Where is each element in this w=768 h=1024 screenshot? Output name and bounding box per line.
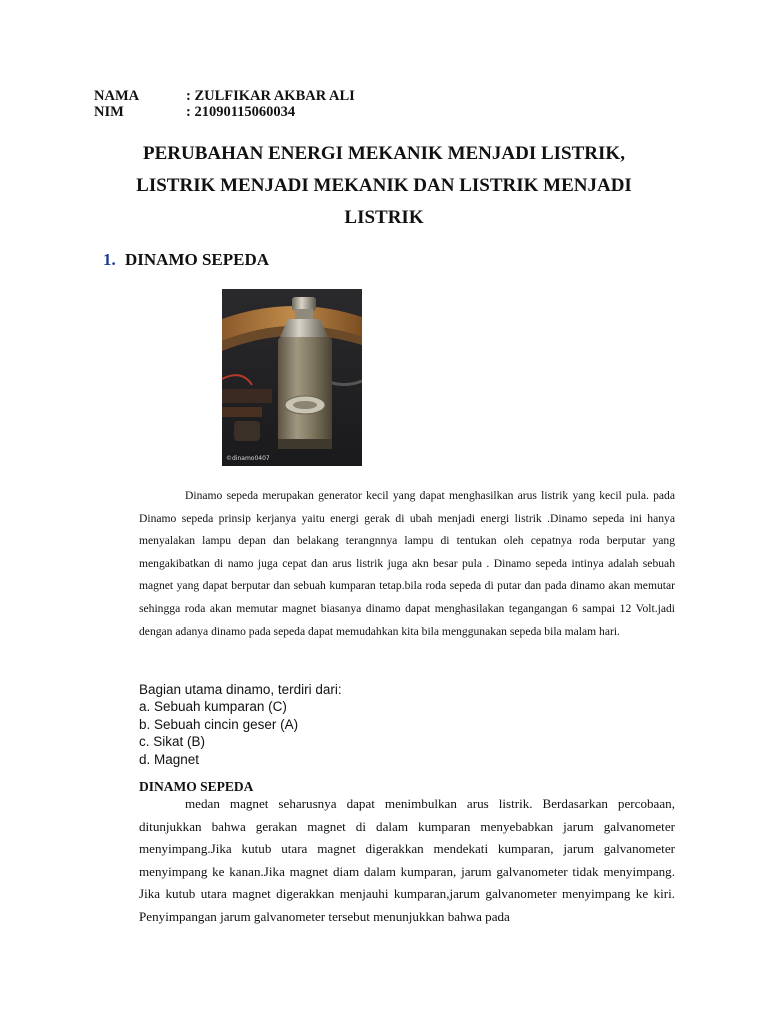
magnetic-field-paragraph — [139, 793, 675, 929]
name-label: NAMA — [94, 88, 140, 104]
title-line-2: LISTRIK MENJADI MEKANIK DAN LISTRIK MENJADI — [136, 175, 632, 196]
parts-intro: Bagian utama dinamo, terdiri dari: — [139, 682, 342, 697]
list-item: a. Sebuah kumparan (C) — [139, 699, 287, 715]
name-row — [94, 88, 355, 104]
paragraph-text: Dinamo sepeda merupakan generator kecil yang dapat menghasilkan arus listrik yang kecil pula. pada Dinamo sepeda prinsip kerjanya yaitu energi gerak di ubah menjadi energi listrik .Dinamo sepeda ini hanya menyalakan lampu depan dan belakang terangnnya lampu di tentukan oleh cepatnya roda berputar yang mengakibatkan di namo juga cepat dan arus listrik juga akn besar pula . Dinamo sepeda intinya adalah sebuah magnet yang dapat berputar dan sebuah kumparan tetap.bila roda sepeda di putar dan pada dinamo akan memutar sehingga roda akan memutar magnet biasanya dinamo dapat menghasilakan tegangangan 6 sampai 12 Volt.jadi dengan adanya dinamo pada sepeda dapat memudahkan kita bila menggunakan sepeda bila malam hari. — [139, 489, 675, 638]
section-number: 1. — [103, 250, 116, 269]
title-line-1: PERUBAHAN ENERGI MEKANIK MENJADI LISTRIK, — [143, 143, 625, 164]
nim-label: NIM — [94, 104, 124, 120]
paragraph-text: medan magnet seharusnya dapat menimbulkan arus listrik. Berdasarkan percobaan, ditunjukkan bahwa gerakan magnet di dalam kumparan menyebabkan jarum galvanometer menyimpang.Jika kutub utara magnet digerakkan mendekati kumparan, jarum galvanometer menyimpang ke kanan.Jika magnet diam dalam kumparan, jarum galvanometer tidak menyimpang. Jika kutub utara magnet digerakkan menjauhi kumparan,jarum galvanometer menyimpang ke kiri. Penyimpangan jarum galvanometer tersebut menunjukkan bahwa pada — [139, 796, 675, 924]
photo-caption: ©dinamo0407 — [226, 455, 270, 462]
name-value: : ZULFIKAR AKBAR ALI — [186, 88, 355, 104]
dinamo-description-paragraph — [139, 485, 675, 643]
list-item: d. Magnet — [139, 751, 200, 767]
dinamo-parts-list — [139, 681, 342, 768]
document-title — [80, 138, 688, 234]
nim-row — [94, 104, 295, 120]
list-item: b. Sebuah cincin geser (A) — [139, 716, 299, 732]
nim-value: : 21090115060034 — [186, 104, 296, 120]
title-line-3: LISTRIK — [344, 207, 424, 228]
subheading-dinamo-sepeda: DINAMO SEPEDA — [139, 779, 254, 794]
section-heading-dinamo-sepeda — [103, 250, 269, 270]
section-heading-text: DINAMO SEPEDA — [125, 250, 270, 269]
bicycle-dynamo-photo — [222, 289, 362, 466]
list-item: c. Sikat (B) — [139, 734, 206, 750]
